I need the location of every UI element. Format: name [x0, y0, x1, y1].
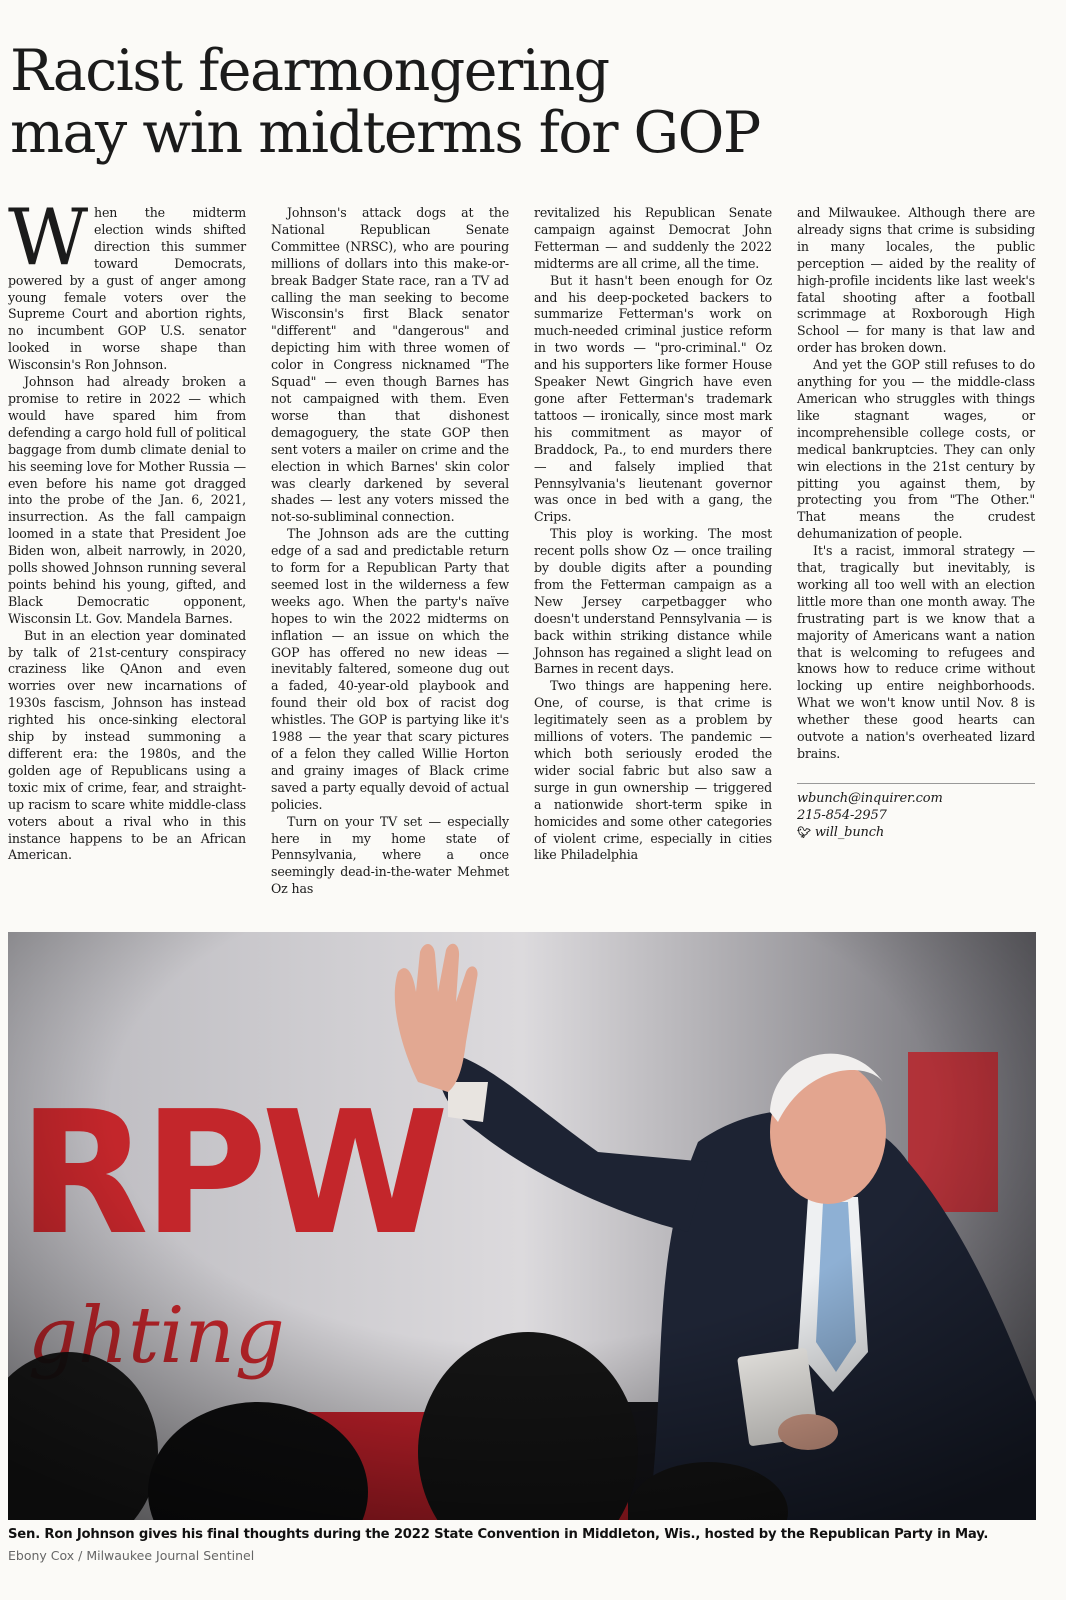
column-2 [271, 205, 509, 920]
paragraph: But in an election year dominated by talk of 21st-century conspiracy craziness like QAnon and even worries over new incarnations of 1930s fascism, Johnson has instead righted his once-sinking electoral ship by instead summoning a different era: the 1980s, and the golden age of Republicans using a toxic mix of crime, fear, and straight-up racism to scare white middle-class voters about a rival who in this instance happens to be an African American. [8, 627, 246, 863]
headline-line-2: may win midterms for GOP [10, 100, 760, 166]
article-body [8, 193, 1038, 920]
photo-caption: Sen. Ron Johnson gives his final thoughts during the 2022 State Convention in Middleton, Wis., hosted by the Republican Party in May. [8, 1527, 989, 1542]
paragraph: Turn on your TV set — especially here in my home state of Pennsylvania, where a once seemingly dead-in-the-water Mehmet Oz has [271, 813, 509, 897]
paragraph: This ploy is working. The most recent polls show Oz — once trailing by double digits after a pounding from the Fetterman campaign as a New Jersey carpetbagger who doesn't understand Pennsylvania — is back within striking distance while Johnson has regained a slight lead on Barnes in recent days. [534, 526, 772, 677]
author-email[interactable]: wbunch@inquirer.com [797, 790, 943, 806]
drop-cap: W [8, 193, 89, 283]
headline [10, 40, 1050, 164]
paragraph: Two things are happening here. One, of course, is that crime is legitimately seen as a problem by millions of voters. The pandemic — which both seriously eroded the wider social fabric but also saw a surge in gun ownership — triggered a nationwide short-term spike in homicides and some other categories of violent crime, especially in cities like Philadelphia [534, 678, 772, 863]
paragraph: and Milwaukee. Although there are already signs that crime is subsiding in many locales, the public perception — aided by the reality of high-profile incidents like last week's fatal shooting after a football scrimmage at Roxborough High School — for many is that law and order has broken down. [797, 205, 1035, 356]
paragraph: It's a racist, immoral strategy — that, tragically but inevitably, is working all too well with an election little more than one month away. The frustrating part is we know that a majority of Americans want a nation that is welcoming to refugees and knows how to reduce crime without locking up entire neighborhoods. What we won't know until Nov. 8 is whether these good hearts can outvote a nation's overheated lizard brains. [797, 543, 1035, 761]
paragraph: And yet the GOP still refuses to do anything for you — the middle-class American who struggles with things like stagnant wages, or incomprehensible college costs, or medical bankruptcies. They can only win elections in the 21st century by pitting you against them, by protecting you from "The Other." That means the crudest dehumanization of people. [797, 357, 1035, 542]
headline-line-1: Racist fearmongering [10, 38, 609, 104]
paragraph: The Johnson ads are the cutting edge of a sad and predictable return to form for a Republican Party that seemed lost in the wilderness a few weeks ago. When the party's naïve hopes to win the 2022 midterms on inflation — an issue on which the GOP has offered no new ideas — inevitably faltered, someone dug out a faded, 40-year-old playbook and found their old box of racist dog whistles. The GOP is partying like it's 1988 — the year that scary pictures of a felon they called Willie Horton and grainy images of Black crime saved a party equally devoid of actual policies. [271, 526, 509, 812]
article-photo [8, 932, 1036, 1520]
author-contact [797, 783, 1035, 841]
column-1 [8, 193, 246, 920]
author-phone: 215-854-2957 [797, 807, 887, 823]
photo-illustration [8, 932, 1036, 1520]
paragraph: When the midterm election winds shifted direction this summer toward Democrats, powered by a gust of anger among young female voters over the Supreme Court and abortion rights, no incumbent GOP U.S. senator looked in worse shape than Wisconsin's Ron Johnson. [8, 193, 246, 373]
author-twitter[interactable]: 🐦︎ will_bunch [797, 824, 885, 840]
column-4 [797, 205, 1035, 920]
twitter-bird-icon: 🐦︎ [797, 825, 811, 839]
photo-credit: Ebony Cox / Milwaukee Journal Sentinel [8, 1548, 255, 1563]
paragraph: Johnson had already broken a promise to retire in 2022 — which would have spared him from defending a cargo hold full of political baggage from dumb climate denial to his seeming love for Mother Russia — even before his name got dragged into the probe of the Jan. 6, 2021, insurrection. As the fall campaign loomed in a state that President Joe Biden won, albeit narrowly, in 2020, polls showed Johnson running several points behind his young, gifted, and Black Democratic opponent, Wisconsin Lt. Gov. Mandela Barnes. [8, 374, 246, 626]
column-3 [534, 205, 772, 920]
paragraph: Johnson's attack dogs at the National Republican Senate Committee (NRSC), who are pouring millions of dollars into this make-or-break Badger State race, ran a TV ad calling the man seeking to become Wisconsin's first Black senator "different" and "dangerous" and depicting him with three women of color in Congress nicknamed "The Squad" — even though Barnes has not campaigned with them. Even worse than that dishonest demagoguery, the state GOP then sent voters a mailer on crime and the election in which Barnes' skin color was clearly darkened by several shades — lest any voters missed the not-so-subliminal connection. [271, 205, 509, 525]
paragraph: revitalized his Republican Senate campaign against Democrat John Fetterman — and suddenly the 2022 midterms are all crime, all the time. [534, 205, 772, 271]
paragraph: But it hasn't been enough for Oz and his deep-pocketed backers to summarize Fetterman's work on much-needed criminal justice reform in two words — "pro-criminal." Oz and his supporters like former House Speaker Newt Gingrich have even gone after Fetterman's trademark tattoos — ironically, since most mark his commitment as mayor of Braddock, Pa., to end murders there — and falsely implied that Pennsylvania's lieutenant governor was once in bed with a gang, the Crips. [534, 272, 772, 525]
